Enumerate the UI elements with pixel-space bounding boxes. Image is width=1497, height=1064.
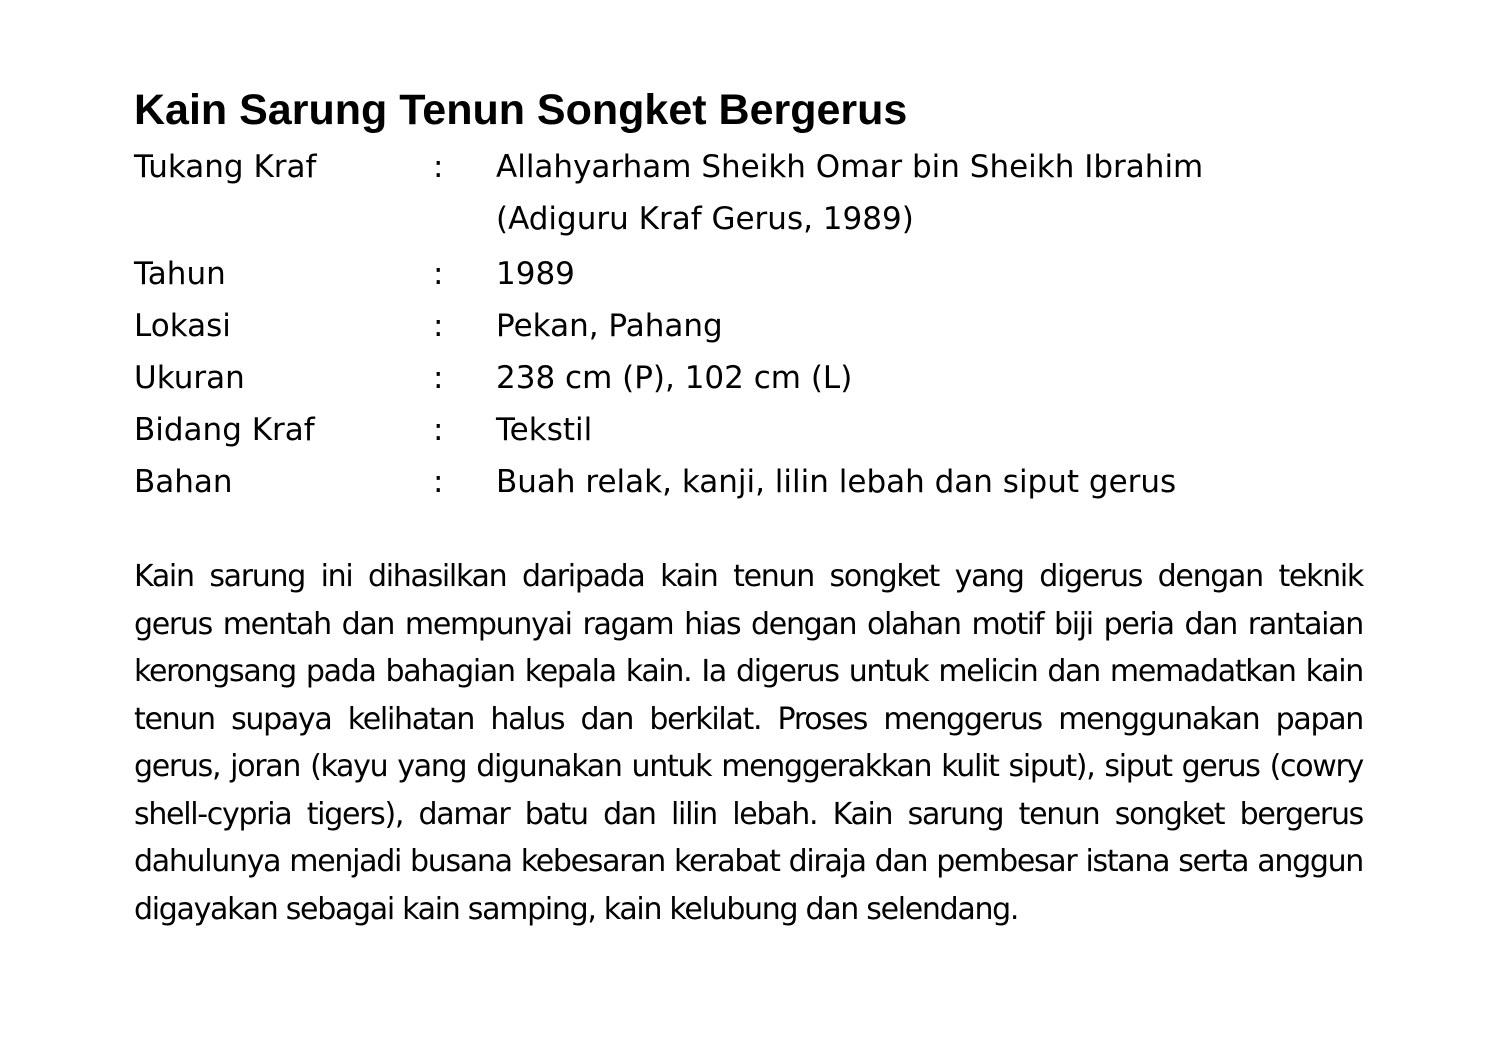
field-value: Buah relak, kanji, lilin lebah dan siput gerus xyxy=(496,464,1177,500)
field-row-tukang-kraf-continuation xyxy=(134,193,1364,248)
field-label: Ukuran xyxy=(134,360,245,396)
field-colon: : xyxy=(433,412,444,448)
field-label: Lokasi xyxy=(134,308,231,344)
field-value: Pekan, Pahang xyxy=(496,308,723,344)
field-row-bahan xyxy=(134,456,1364,508)
field-value: Allahyarham Sheikh Omar bin Sheikh Ibrahim xyxy=(496,149,1204,185)
description-paragraph: Kain sarung ini dihasilkan daripada kain tenun songket yang digerus dengan teknik gerus mentah dan mempunyai ragam hias dengan olahan motif biji peria dan rantaian kerongsang pada bahagian kepala kain. Ia digerus untuk melicin dan memadatkan kain tenun supaya kelihatan halus dan berkilat. Proses menggerus menggunakan papan gerus, joran (kayu yang digunakan untuk menggerakkan kulit siput), siput gerus (cowry shell-cypria tigers), damar batu dan lilin lebah. Kain sarung tenun songket bergerus dahulunya menjadi busana kebesaran kerabat diraja dan pembesar istana serta anggun digayakan sebagai kain samping, kain kelubung dan selendang. xyxy=(134,559,1363,927)
field-row-ukuran xyxy=(134,352,1364,404)
field-value: (Adiguru Kraf Gerus, 1989) xyxy=(496,201,914,237)
field-row-lokasi xyxy=(134,300,1364,352)
field-value: 1989 xyxy=(496,256,575,292)
field-colon: : xyxy=(433,149,444,185)
field-label: Bidang Kraf xyxy=(134,412,315,448)
field-label: Tahun xyxy=(134,256,226,292)
page-title: Kain Sarung Tenun Songket Bergerus xyxy=(134,86,908,134)
field-colon: : xyxy=(433,308,444,344)
field-value: 238 cm (P), 102 cm (L) xyxy=(496,360,853,396)
field-row-tukang-kraf xyxy=(134,141,1364,193)
field-row-tahun xyxy=(134,248,1364,300)
field-label: Tukang Kraf xyxy=(134,149,317,185)
field-row-bidang-kraf xyxy=(134,404,1364,456)
field-value: Tekstil xyxy=(496,412,593,448)
field-colon: : xyxy=(433,256,444,292)
field-colon: : xyxy=(433,360,444,396)
field-colon: : xyxy=(433,464,444,500)
field-label: Bahan xyxy=(134,464,233,500)
info-table xyxy=(134,141,1364,508)
